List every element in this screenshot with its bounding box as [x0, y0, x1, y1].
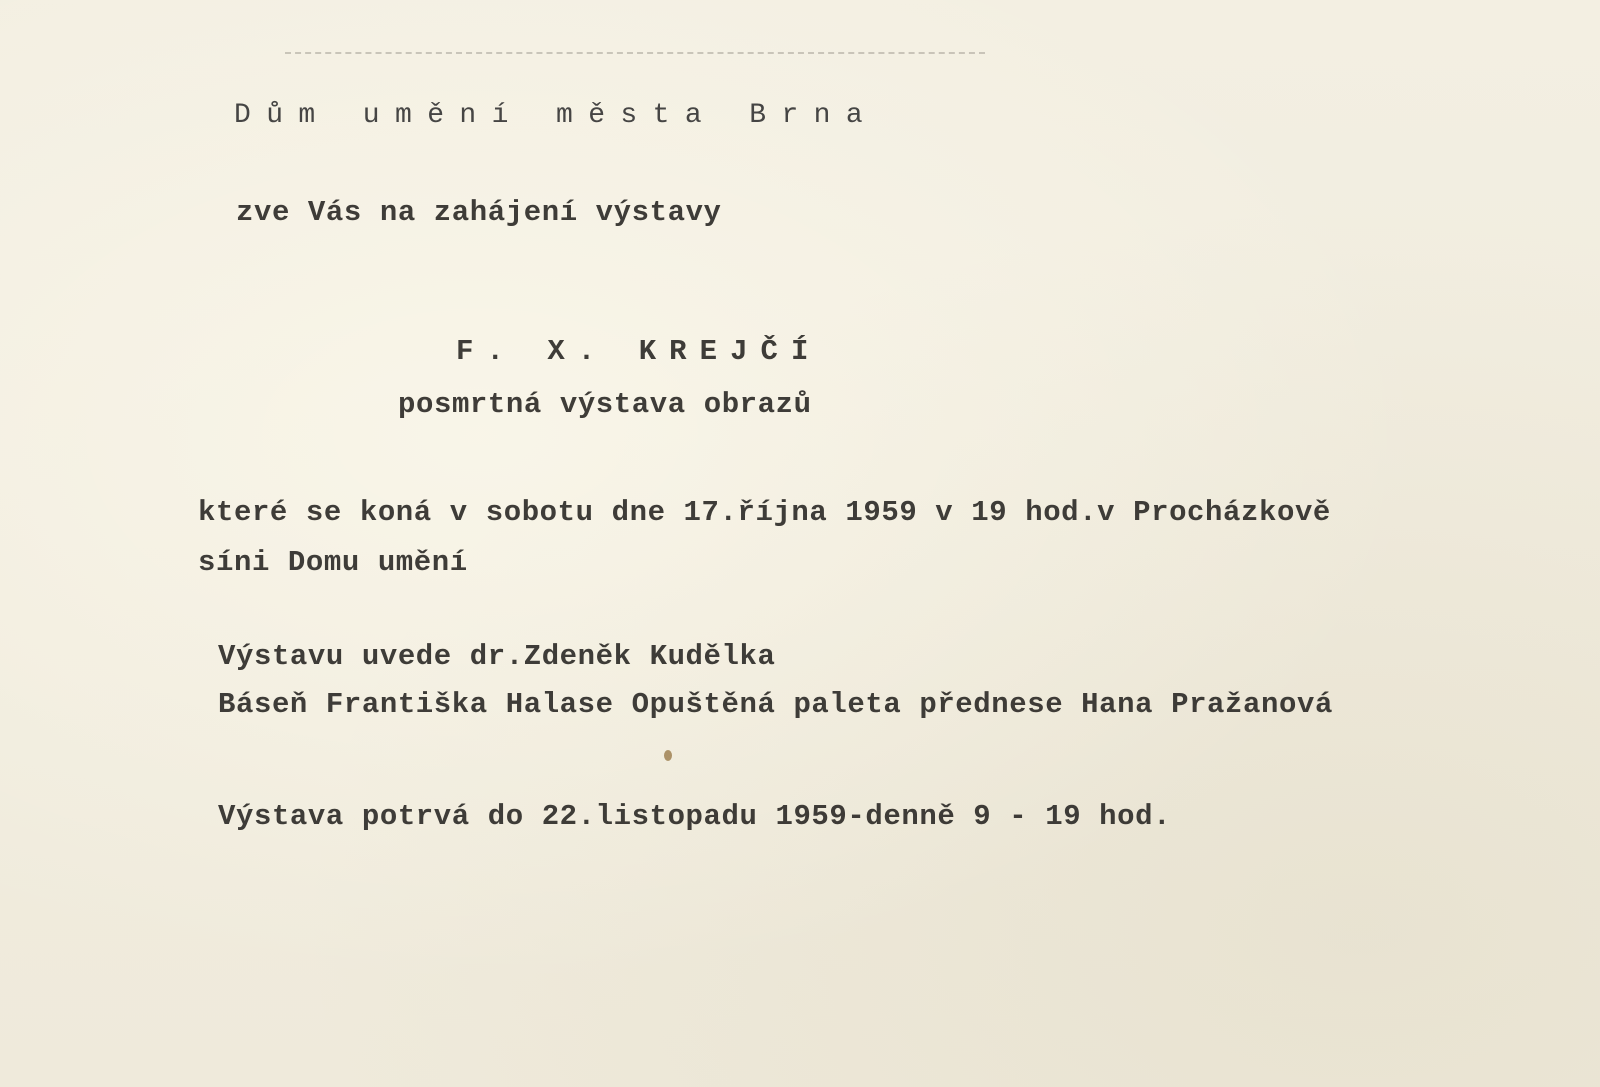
institution-header: Dům umění města Brna [234, 100, 879, 131]
exhibition-subtitle: posmrtná výstava obrazů [398, 388, 812, 421]
introduction-line: Výstavu uvede dr.Zdeněk Kudělka [218, 640, 776, 673]
faint-dashed-marks [285, 52, 985, 56]
exhibition-duration: Výstava potrvá do 22.listopadu 1959-denně 9 - 19 hod. [218, 800, 1172, 833]
ink-speck [664, 750, 672, 761]
invitation-line: zve Vás na zahájení výstavy [236, 196, 722, 229]
date-venue-line-1: které se koná v sobotu dne 17.října 1959 v 19 hod.v Procházkově [198, 496, 1331, 529]
artist-name: F. X. KREJČÍ [456, 335, 822, 368]
date-venue-line-2: síni Domu umění [198, 546, 468, 579]
poem-recital-line: Báseň Františka Halase Opuštěná paleta přednese Hana Pražanová [218, 688, 1333, 721]
